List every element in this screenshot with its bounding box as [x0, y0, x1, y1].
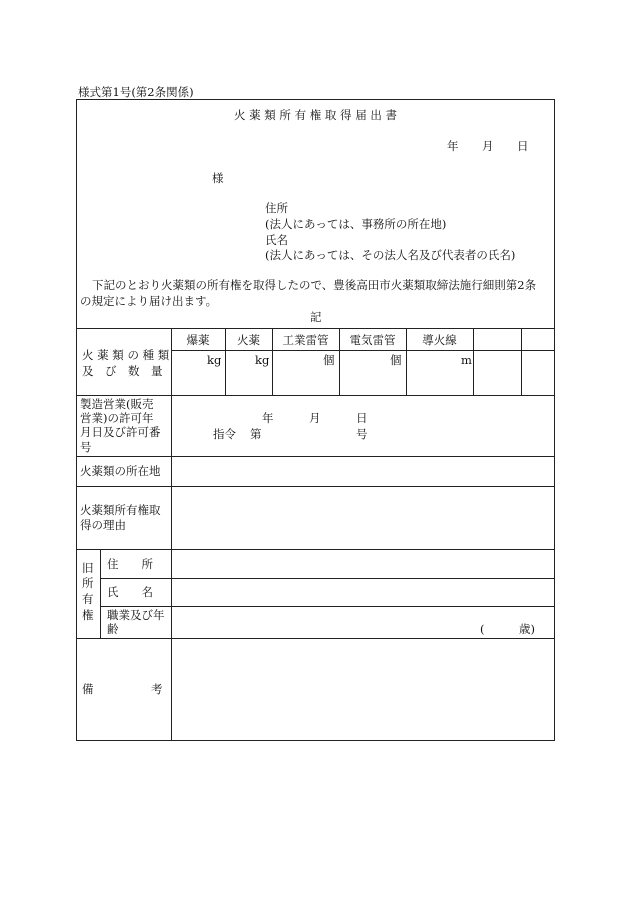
permit-month: 月: [309, 411, 321, 425]
location-label: 火薬類の所在地: [80, 464, 161, 478]
rule-owner-bottom: [76, 638, 555, 639]
reason-label-line2: 得の理由: [80, 518, 126, 532]
age-open-paren: (: [480, 622, 485, 636]
permit-label-line2: 営業)の許可年: [80, 411, 154, 425]
rule-location-bottom: [76, 486, 555, 487]
kind-unit-kg-2: kg: [255, 353, 270, 367]
former-owner-char-3: 有: [82, 592, 94, 606]
form-label: 様式第1号(第2条関係): [78, 85, 194, 99]
date-day: 日: [517, 139, 529, 153]
permit-dai: 第: [250, 427, 262, 441]
rule-owner-address-bottom: [100, 578, 555, 579]
applicant-name-note: (法人にあっては、その法人名及び代表者の氏名): [265, 248, 516, 262]
kind-unit-kg-1: kg: [207, 353, 222, 367]
former-owner-name-label: 氏 名: [107, 585, 153, 599]
date-month: 月: [482, 139, 494, 153]
kind-unit-ko-2: 個: [390, 353, 402, 367]
rule-reason-bottom: [76, 549, 555, 550]
kind-header-bakuyaku: 爆薬: [186, 333, 210, 347]
kind-header-kayaku: 火薬: [237, 333, 260, 347]
kind-unit-m: m: [461, 353, 472, 367]
rule-kind-col5: [473, 328, 474, 395]
rule-kind-col6: [521, 328, 522, 395]
former-owner-address-label: 住 所: [107, 557, 153, 571]
addressee-suffix: 様: [212, 171, 224, 185]
former-owner-occupation-line2: 齢: [107, 622, 119, 636]
kind-header-dokasen: 導火線: [422, 333, 457, 347]
rule-table-top: [76, 328, 555, 329]
applicant-address-note: (法人にあっては、事務所の所在地): [265, 217, 447, 231]
permit-label-line4: 号: [80, 440, 92, 454]
kinds-label-line2: 及 び 数 量: [82, 364, 163, 378]
permit-day: 日: [356, 411, 368, 425]
body-text-line1: 下記のとおり火薬類の所有権を取得したので、豊後高田市火薬類取締法施行細則第2条: [92, 278, 537, 292]
applicant-address-label: 住所: [265, 201, 288, 215]
kind-header-denki-raikan: 電気雷管: [349, 333, 396, 347]
rule-owner-subcolumn: [100, 549, 101, 638]
age-close: 歳): [519, 622, 535, 636]
former-owner-occupation-line1: 職業及び年: [107, 608, 165, 622]
form-title: 火 薬 類 所 有 権 取 得 届 出 書: [233, 108, 398, 122]
permit-directive: 指令: [213, 427, 236, 441]
permit-year: 年: [262, 411, 274, 425]
kinds-label-line1: 火 薬 類 の 種 類: [82, 348, 170, 362]
permit-label-line1: 製造営業(販売: [80, 397, 154, 411]
rule-label-column: [171, 328, 172, 741]
rule-kinds-header: [171, 350, 555, 351]
permit-label-line3: 月日及び許可番: [80, 425, 161, 439]
rule-kinds-bottom: [76, 395, 555, 396]
permit-go: 号: [356, 427, 368, 441]
remarks-label: 備 考: [82, 682, 163, 696]
applicant-name-label: 氏名: [265, 233, 288, 247]
kind-header-kogyo-raikan: 工業雷管: [282, 333, 329, 347]
ki-label: 記: [310, 310, 322, 324]
rule-permit-bottom: [76, 456, 555, 457]
rule-owner-name-bottom: [100, 606, 555, 607]
former-owner-char-4: 権: [82, 608, 94, 622]
body-text-line2: の規定により届け出ます。: [80, 294, 218, 308]
former-owner-char-2: 所: [82, 576, 94, 590]
kind-unit-ko-1: 個: [323, 353, 335, 367]
date-year: 年: [447, 139, 459, 153]
former-owner-char-1: 旧: [82, 561, 94, 575]
reason-label-line1: 火薬類所有権取: [80, 503, 161, 517]
